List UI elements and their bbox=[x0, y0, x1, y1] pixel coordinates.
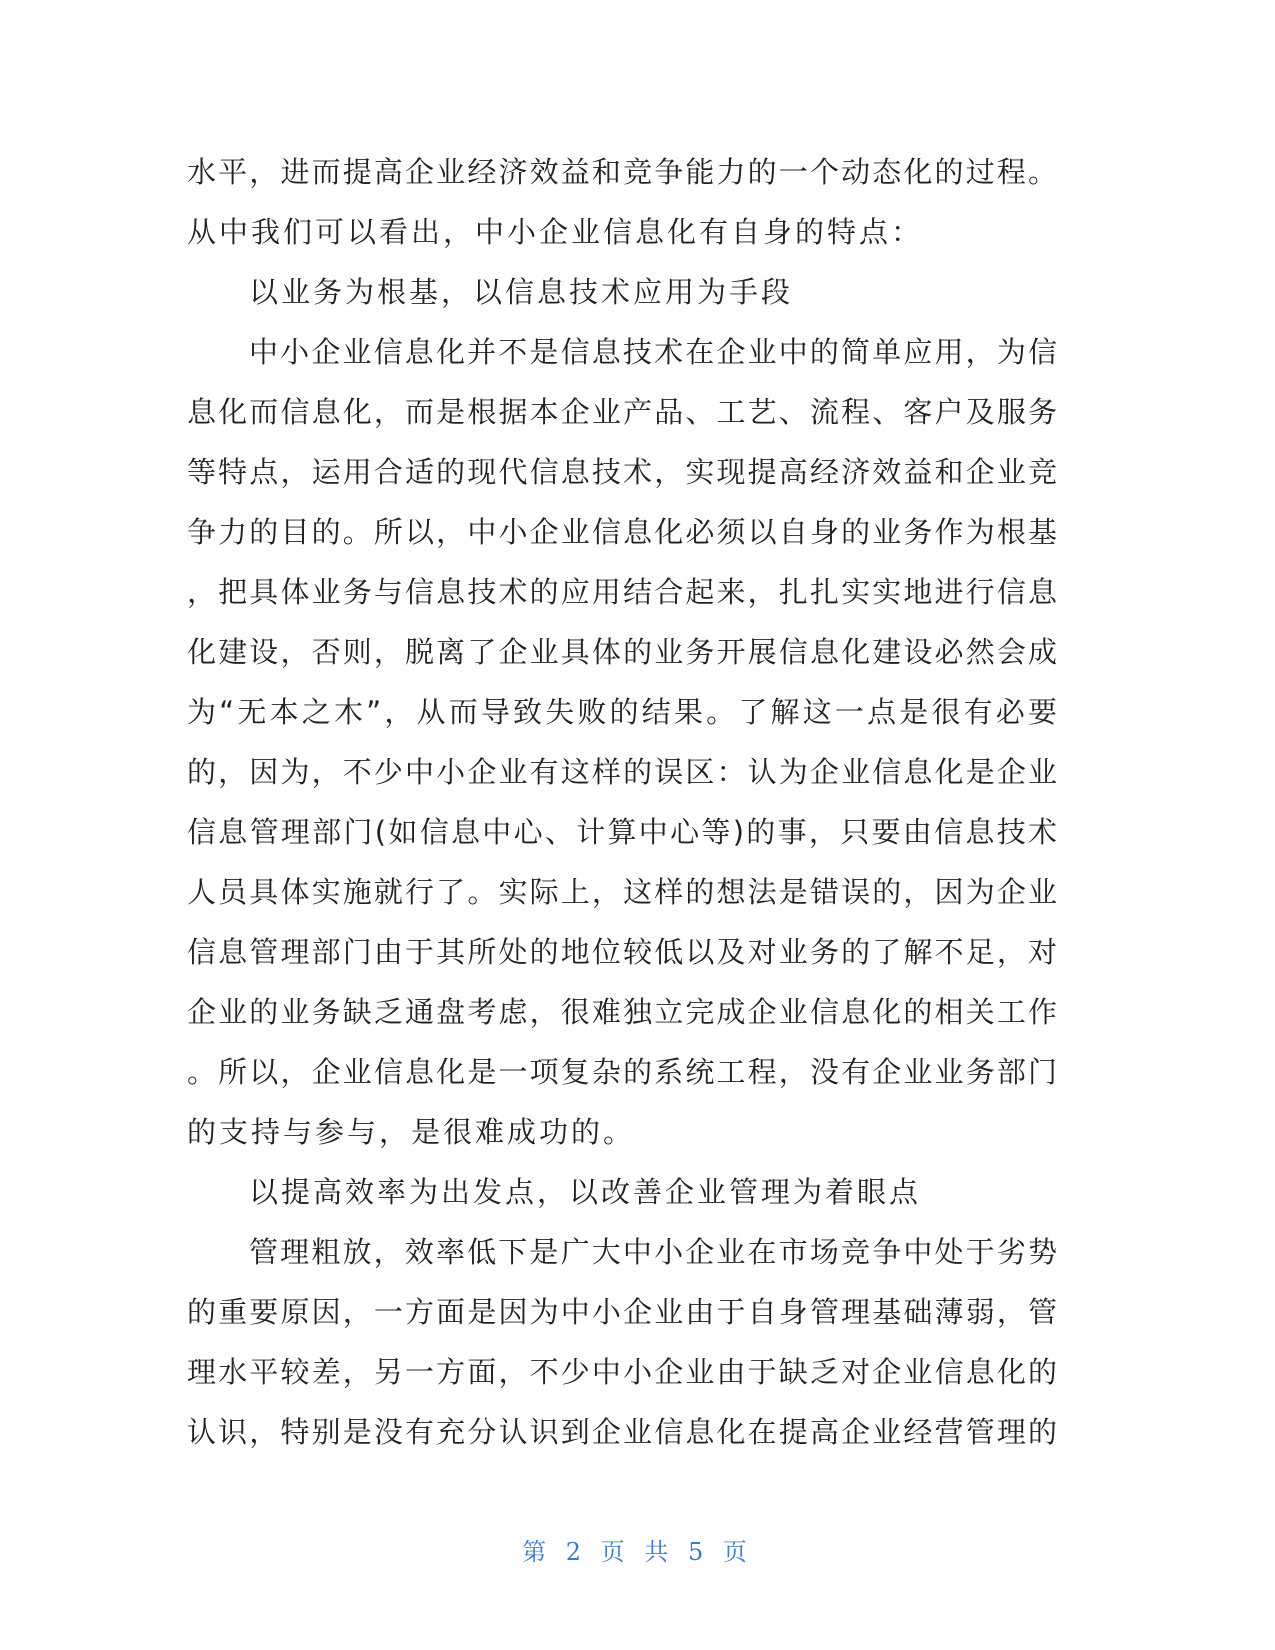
text-line: 为“无本之木”，从而导致失败的结果。了解这一点是很有必要 bbox=[187, 695, 1057, 729]
text-line: 争力的目的。所以，中小企业信息化必须以自身的业务作为根基 bbox=[187, 515, 1057, 549]
text-line: 企业的业务缺乏通盘考虑，很难独立完成企业信息化的相关工作 bbox=[187, 995, 1057, 1029]
text-line: ，把具体业务与信息技术的应用结合起来，扎扎实实地进行信息 bbox=[187, 575, 1057, 609]
text-line: 息化而信息化，而是根据本企业产品、工艺、流程、客户及服务 bbox=[187, 395, 1057, 429]
text-line: 。所以，企业信息化是一项复杂的系统工程，没有企业业务部门 bbox=[187, 1055, 1057, 1089]
text-line: 管理粗放，效率低下是广大中小企业在市场竞争中处于劣势 bbox=[249, 1235, 1057, 1269]
text-line: 的支持与参与，是很难成功的。 bbox=[187, 1115, 636, 1149]
text-line: 的，因为，不少中小企业有这样的误区：认为企业信息化是企业 bbox=[187, 755, 1057, 789]
text-line: 信息管理部门(如信息中心、计算中心等)的事，只要由信息技术 bbox=[187, 815, 1057, 849]
text-line: 认识，特别是没有充分认识到企业信息化在提高企业经营管理的 bbox=[187, 1415, 1057, 1449]
text-line: 水平，进而提高企业经济效益和竞争能力的一个动态化的过程。 bbox=[187, 155, 1057, 189]
section-heading: 以提高效率为出发点，以改善企业管理为着眼点 bbox=[249, 1175, 922, 1209]
text-line: 理水平较差，另一方面，不少中小企业由于缺乏对企业信息化的 bbox=[187, 1355, 1057, 1389]
page-number-footer: 第 2 页 共 5 页 bbox=[522, 1538, 753, 1566]
text-line: 等特点，运用合适的现代信息技术，实现提高经济效益和企业竞 bbox=[187, 455, 1057, 489]
text-line: 化建设，否则，脱离了企业具体的业务开展信息化建设必然会成 bbox=[187, 635, 1057, 669]
section-heading: 以业务为根基，以信息技术应用为手段 bbox=[249, 275, 794, 309]
text-line: 人员具体实施就行了。实际上，这样的想法是错误的，因为企业 bbox=[187, 875, 1057, 909]
text-line: 中小企业信息化并不是信息技术在企业中的简单应用，为信 bbox=[249, 335, 1057, 369]
document-body bbox=[187, 142, 1057, 1462]
text-line: 从中我们可以看出，中小企业信息化有自身的特点： bbox=[187, 215, 924, 249]
text-line: 信息管理部门由于其所处的地位较低以及对业务的了解不足，对 bbox=[187, 935, 1057, 969]
text-line: 的重要原因，一方面是因为中小企业由于自身管理基础薄弱，管 bbox=[187, 1295, 1057, 1329]
